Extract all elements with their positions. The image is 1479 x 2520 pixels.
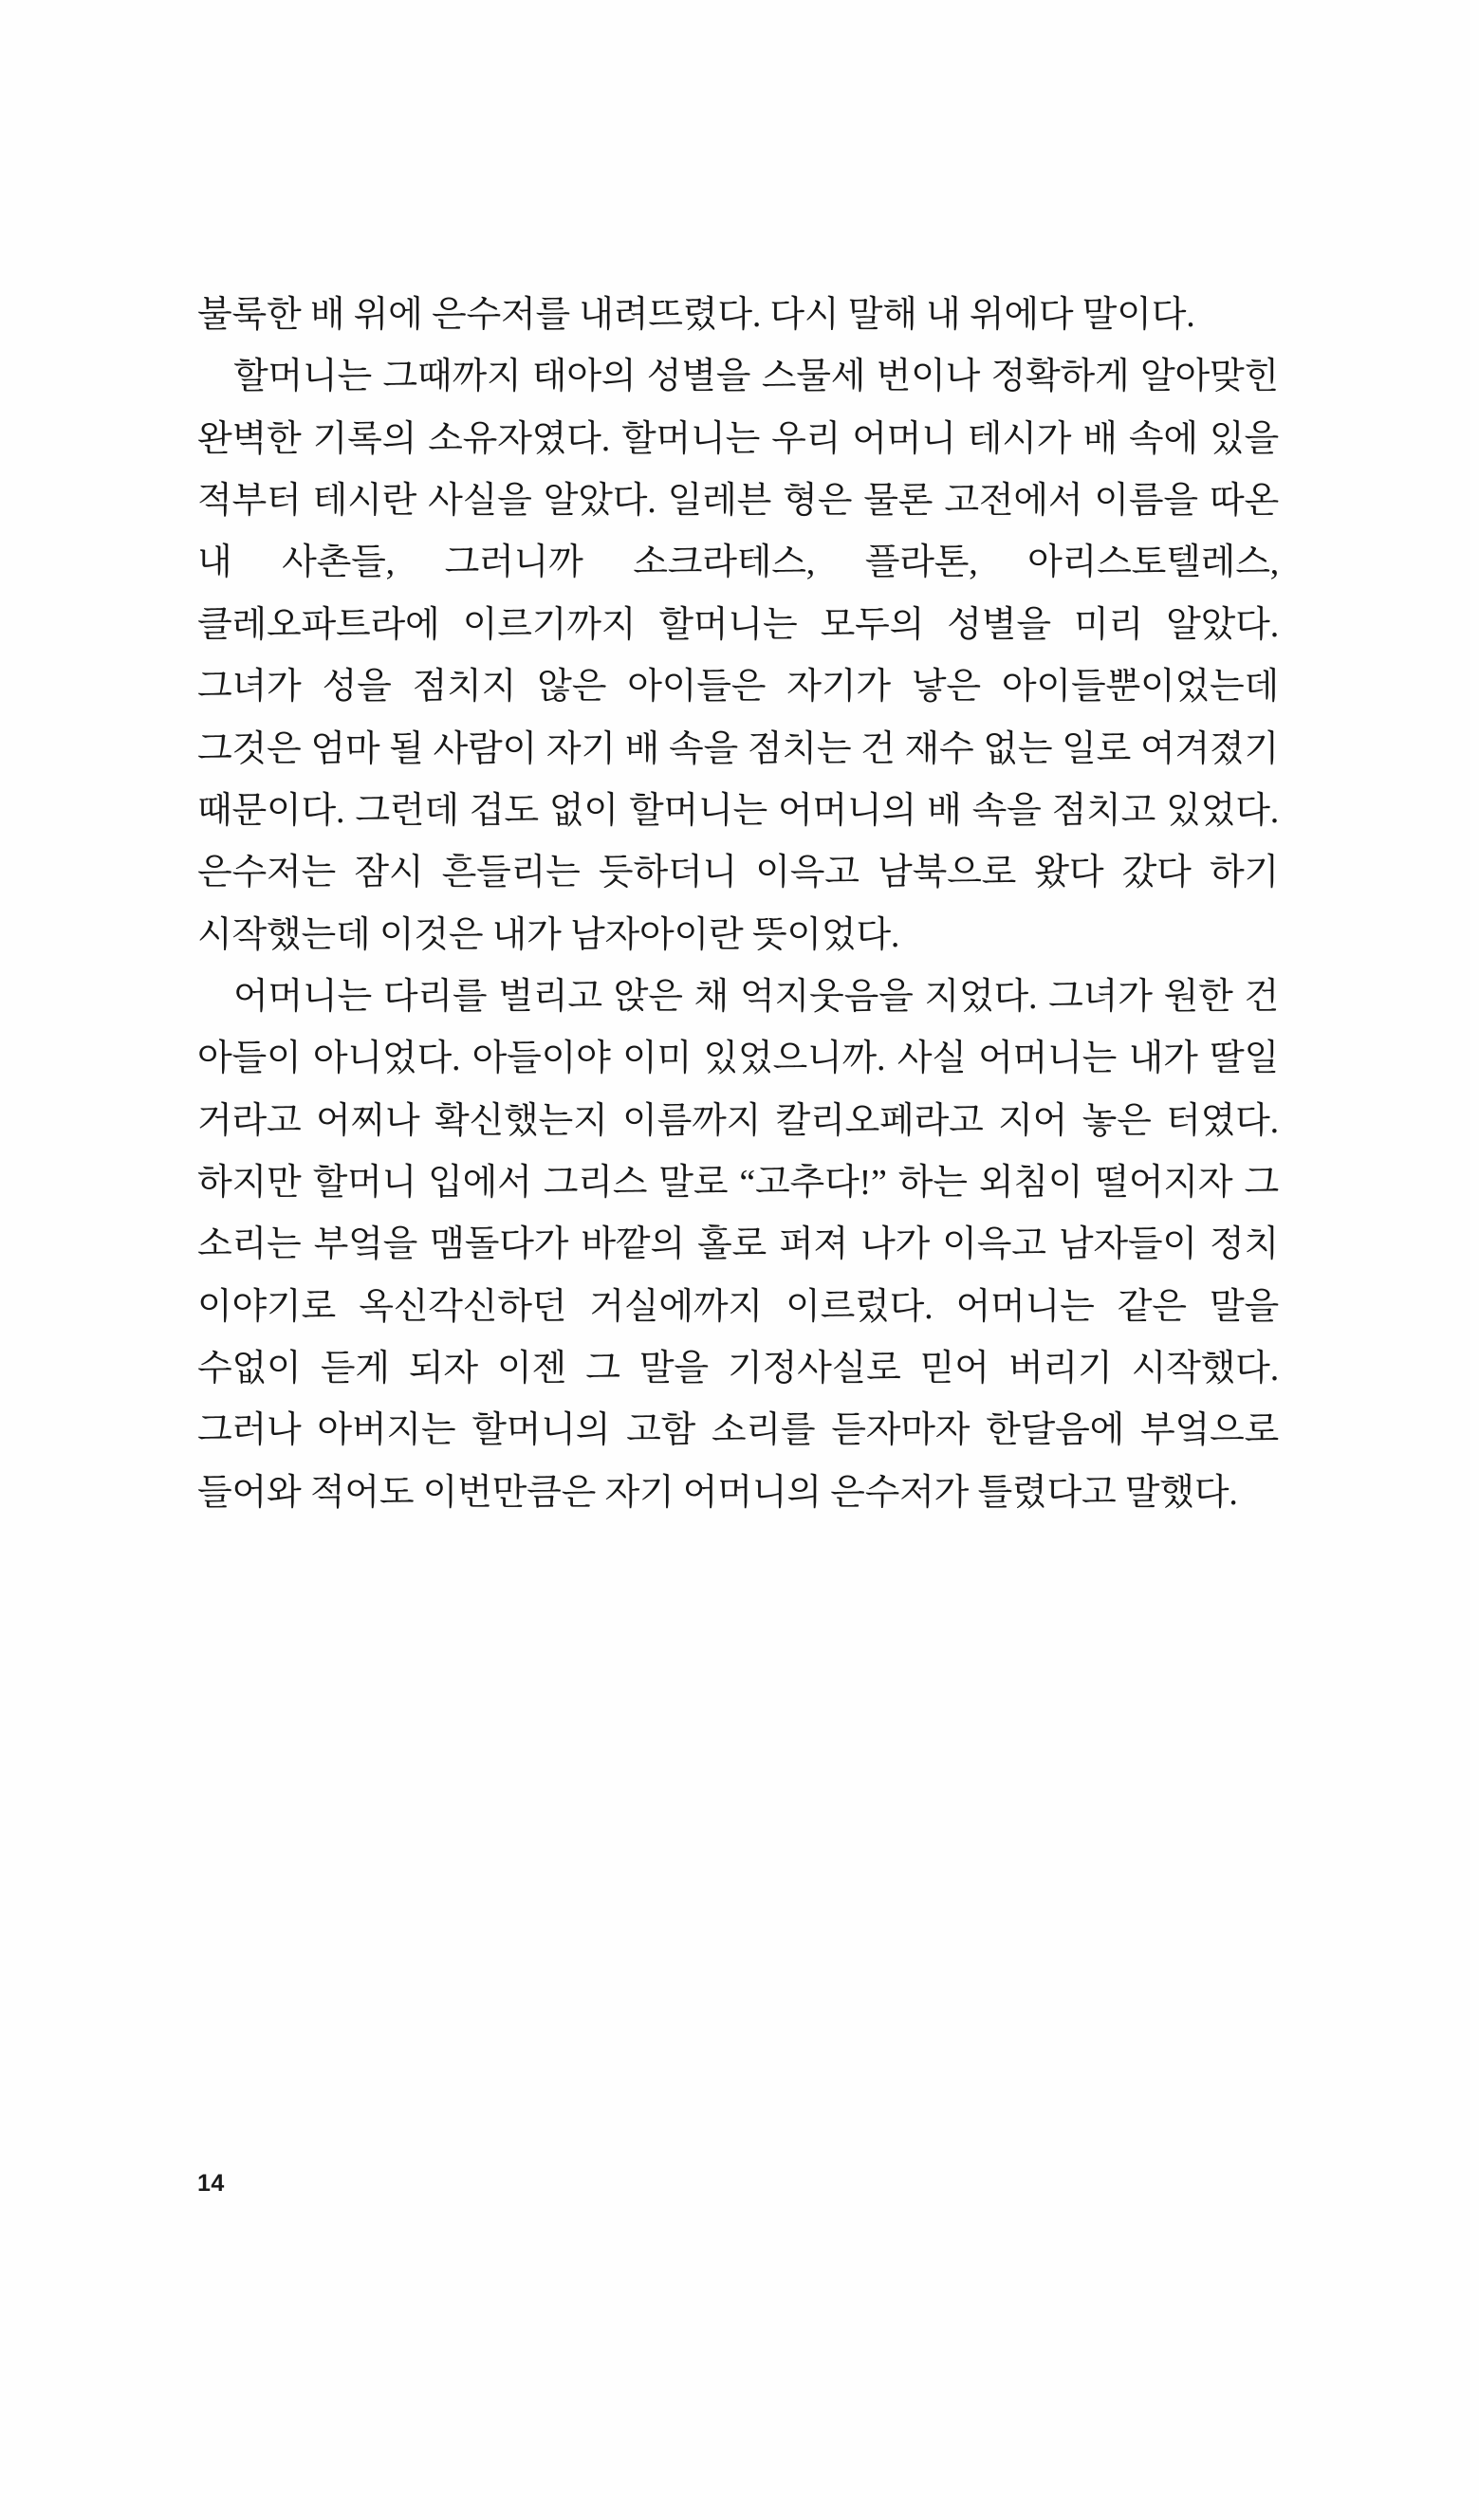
paragraph: 어머니는 다리를 벌리고 앉은 채 억지웃음을 지었다. 그녀가 원한 건 아들이 아니었다. 아들이야 이미 있었으니까. 사실 어머니는 내가 딸일 거라고 어찌나 확신했는지 이름까지 칼리오페라고 지어 놓은 터였다. 하지만 할머니 입에서 그리스 말로 “고추다!” 하는 외침이 떨어지자 그 소리는 부엌을 맴돌다가 바깥의 홀로 퍼져 나가 이윽고 남자들이 정치 이야기로 옥신각신하던 거실에까지 이르렀다. 어머니는 같은 말을 수없이 듣게 되자 이젠 그 말을 기정사실로 믿어 버리기 시작했다. 그러나 아버지는 할머니의 고함 소리를 듣자마자 한달음에 부엌으로 들어와 적어도 이번만큼은 자기 어머니의 은수저가 틀렸다고 말했다.: [197, 976, 1279, 1513]
page-number: 14: [197, 2170, 225, 2197]
paragraph: 할머니는 그때까지 태아의 성별을 스물세 번이나 정확하게 알아맞힌 완벽한 기록의 소유자였다. 할머니는 우리 어머니 테시가 배 속에 있을 적부터 테시란 사실을 알았다. 일레븐 형은 물론 고전에서 이름을 따온 내 사촌들, 그러니까 소크라테스, 플라톤, 아리스토텔레스, 클레오파트라에 이르기까지 할머니는 모두의 성별을 미리 알았다. 그녀가 성을 점치지 않은 아이들은 자기가 낳은 아이들뿐이었는데 그것은 엄마 될 사람이 자기 배 속을 점치는 건 재수 없는 일로 여겨졌기 때문이다. 그런데 겁도 없이 할머니는 어머니의 배 속을 점치고 있었다. 은수저는 잠시 흔들리는 듯하더니 이윽고 남북으로 왔다 갔다 하기 시작했는데 이것은 내가 남자아이란 뜻이었다.: [197, 357, 1279, 955]
paragraph: 불룩한 배 위에 은수저를 내려뜨렸다. 다시 말해 내 위에다 말이다.: [197, 295, 1195, 335]
body-text: [197, 285, 1279, 1524]
